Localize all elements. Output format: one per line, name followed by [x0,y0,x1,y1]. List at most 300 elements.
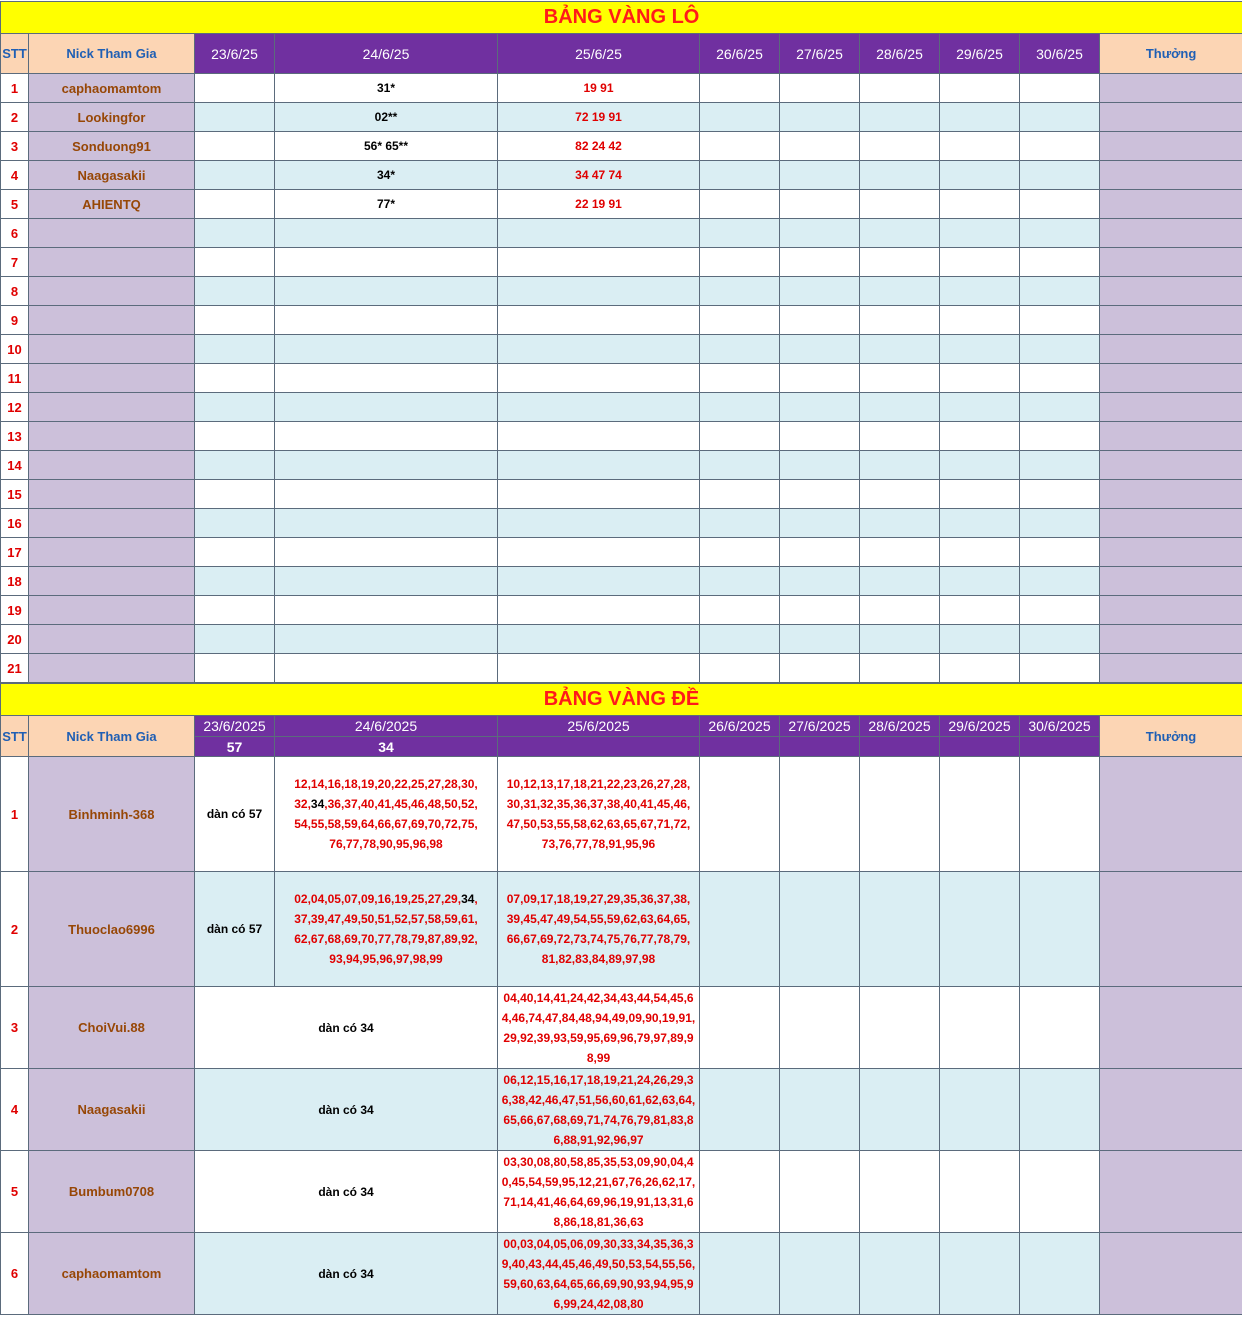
cell-26-6 [700,480,780,509]
cell-25-6: 00,03,04,05,06,09,30,33,34,35,36,39,40,43,44,45,46,49,50,53,54,55,56,59,60,63,64,65,66,69,90,93,94,95,96,99,24,42,08,80 [498,1233,700,1315]
cell-24-6 [275,393,498,422]
cell-27-6 [780,103,860,132]
cell-30-6 [1020,335,1100,364]
cell-28-6 [860,1069,940,1151]
cell-29-6 [940,1069,1020,1151]
cell-30-6 [1020,1233,1100,1315]
row-stt: 8 [1,277,29,306]
cell-28-6 [860,74,940,103]
row-stt: 4 [1,161,29,190]
cell-30-6 [1020,567,1100,596]
cell-27-6 [780,757,860,872]
cell-25-6 [498,567,700,596]
cell-24-6 [275,364,498,393]
table-row [1,248,1242,277]
lo-header-date: 27/6/25 [780,34,860,74]
cell-26-6 [700,132,780,161]
cell-28-6 [860,625,940,654]
cell-26-6 [700,567,780,596]
row-stt: 7 [1,248,29,277]
cell-26-6 [700,987,780,1069]
cell-28-6 [860,393,940,422]
cell-30-6 [1020,74,1100,103]
de-header-date: 23/6/2025 [195,716,275,737]
cell-27-6 [780,132,860,161]
row-stt: 1 [1,757,29,872]
cell-28-6 [860,103,940,132]
cell-28-6 [860,248,940,277]
cell-24-6: 77* [275,190,498,219]
row-stt: 3 [1,132,29,161]
cell-23-6 [195,567,275,596]
cell-30-6 [1020,161,1100,190]
cell-25-6: 03,30,08,80,58,85,35,53,09,90,04,40,45,54,59,95,12,21,67,76,26,62,17,71,14,41,46,64,69,96,19,91,13,31,68,86,18,81,36,63 [498,1151,700,1233]
row-thuong [1100,335,1242,364]
row-stt: 1 [1,74,29,103]
row-stt: 6 [1,219,29,248]
cell-29-6 [940,103,1020,132]
row-thuong [1100,654,1242,683]
row-nick [29,393,195,422]
row-nick: caphaomamtom [29,1233,195,1315]
table-row [1,277,1242,306]
row-thuong [1100,277,1242,306]
lo-header-date: 29/6/25 [940,34,1020,74]
cell-26-6 [700,74,780,103]
row-thuong [1100,364,1242,393]
de-header-stt: STT [1,716,29,757]
table-row [1,654,1242,683]
de-rows [1,757,1242,1315]
row-stt: 5 [1,190,29,219]
cell-27-6 [780,987,860,1069]
lo-table [0,1,1242,683]
cell-24-6 [275,422,498,451]
table-row [1,1069,1242,1151]
cell-28-6 [860,451,940,480]
cell-25-6: 34 47 74 [498,161,700,190]
table-row [1,538,1242,567]
cell-29-6 [940,161,1020,190]
row-thuong [1100,757,1242,872]
lo-header-date: 24/6/25 [275,34,498,74]
cell-26-6 [700,596,780,625]
row-thuong [1100,190,1242,219]
table-row [1,596,1242,625]
row-thuong [1100,219,1242,248]
table-row [1,480,1242,509]
cell-30-6 [1020,364,1100,393]
row-nick [29,277,195,306]
cell-30-6 [1020,654,1100,683]
table-row [1,509,1242,538]
cell-26-6 [700,538,780,567]
cell-30-6 [1020,451,1100,480]
row-thuong [1100,306,1242,335]
row-stt: 12 [1,393,29,422]
row-thuong [1100,538,1242,567]
row-stt: 3 [1,987,29,1069]
cell-23-6 [195,538,275,567]
row-nick: Naagasakii [29,1069,195,1151]
cell-23-6: dàn có 57 [195,872,275,987]
cell-28-6 [860,538,940,567]
cell-27-6 [780,393,860,422]
cell-27-6 [780,567,860,596]
row-thuong [1100,451,1242,480]
de-header-date: 26/6/2025 [700,716,780,737]
cell-27-6 [780,654,860,683]
de-result-28 [860,737,940,757]
row-thuong [1100,625,1242,654]
cell-25-6: 10,12,13,17,18,21,22,23,26,27,28,30,31,32,35,36,37,38,40,41,45,46,47,50,53,55,58,62,63,65,67,71,72,73,76,77,78,91,95,96 [498,757,700,872]
lo-title: BẢNG VÀNG LÔ [1,2,1242,34]
row-nick [29,306,195,335]
cell-24-6 [275,306,498,335]
row-nick [29,335,195,364]
cell-24-6: 34* [275,161,498,190]
number-list: 02,04,05,07,09,16,19,25,27,29, [294,892,462,906]
cell-27-6 [780,190,860,219]
cell-23-24-6: dàn có 34 [195,987,498,1069]
row-nick: Lookingfor [29,103,195,132]
row-thuong [1100,567,1242,596]
de-result-23: 57 [195,737,275,757]
cell-25-6 [498,480,700,509]
cell-27-6 [780,364,860,393]
cell-28-6 [860,987,940,1069]
cell-25-6 [498,248,700,277]
cell-28-6 [860,509,940,538]
row-stt: 2 [1,872,29,987]
cell-25-6 [498,538,700,567]
cell-29-6 [940,1151,1020,1233]
row-nick: Thuoclao6996 [29,872,195,987]
de-header-date: 25/6/2025 [498,716,700,737]
cell-26-6 [700,219,780,248]
cell-26-6 [700,654,780,683]
cell-30-6 [1020,987,1100,1069]
cell-30-6 [1020,1151,1100,1233]
cell-30-6 [1020,103,1100,132]
lo-header-date: 25/6/25 [498,34,700,74]
cell-29-6 [940,335,1020,364]
cell-29-6 [940,987,1020,1069]
cell-26-6 [700,757,780,872]
cell-26-6 [700,872,780,987]
cell-24-6: 02** [275,103,498,132]
table-row [1,872,1242,987]
cell-30-6 [1020,190,1100,219]
table-row [1,219,1242,248]
cell-24-6 [275,538,498,567]
cell-29-6 [940,480,1020,509]
table-row [1,161,1242,190]
row-stt: 21 [1,654,29,683]
cell-24-6 [275,480,498,509]
cell-23-6 [195,509,275,538]
row-nick [29,451,195,480]
lo-header-stt: STT [1,34,29,74]
cell-24-6 [275,872,498,987]
table-row [1,74,1242,103]
cell-25-6 [498,393,700,422]
cell-26-6 [700,509,780,538]
cell-28-6 [860,277,940,306]
cell-28-6 [860,757,940,872]
de-header-thuong: Thưởng [1100,716,1242,757]
table-row [1,757,1242,872]
cell-25-6: 06,12,15,16,17,18,19,21,24,26,29,36,38,42,46,47,51,56,60,61,62,63,64,65,66,67,68,69,71,74,76,79,81,83,86,88,91,92,96,97 [498,1069,700,1151]
row-stt: 18 [1,567,29,596]
cell-26-6 [700,451,780,480]
lo-header-date: 30/6/25 [1020,34,1100,74]
row-nick [29,538,195,567]
cell-23-6 [195,480,275,509]
row-thuong [1100,509,1242,538]
cell-28-6 [860,306,940,335]
cell-26-6 [700,248,780,277]
cell-23-6 [195,74,275,103]
cell-29-6 [940,625,1020,654]
cell-27-6 [780,596,860,625]
number-list: ,36,37,40,41,45,46,48,50,52,54,55,58,59,64,66,67,69,70,72,75,76,77,78,90,95,96,98 [294,797,478,851]
cell-27-6 [780,625,860,654]
cell-25-6 [498,654,700,683]
row-stt: 10 [1,335,29,364]
cell-29-6 [940,248,1020,277]
de-result-24: 34 [275,737,498,757]
table-row [1,987,1242,1069]
cell-29-6 [940,190,1020,219]
cell-28-6 [860,480,940,509]
cell-24-6 [275,625,498,654]
row-nick [29,567,195,596]
de-header-date: 28/6/2025 [860,716,940,737]
row-nick: Naagasakii [29,161,195,190]
cell-23-6 [195,596,275,625]
cell-25-6 [498,625,700,654]
row-stt: 20 [1,625,29,654]
lo-header-nick: Nick Tham Gia [29,34,195,74]
row-nick [29,509,195,538]
cell-23-6 [195,190,275,219]
number-list: 12,14,16,18,19,20,22,25,27,28,30,32, [294,777,478,811]
cell-25-6: 04,40,14,41,24,42,34,43,44,54,45,64,46,74,47,84,48,94,49,09,90,19,91,29,92,39,93,59,95,69,96,79,97,89,98,99 [498,987,700,1069]
row-nick: Bumbum0708 [29,1151,195,1233]
row-nick [29,596,195,625]
cell-27-6 [780,1069,860,1151]
cell-24-6 [275,451,498,480]
cell-23-6 [195,335,275,364]
row-thuong [1100,1151,1242,1233]
cell-29-6 [940,364,1020,393]
cell-25-6 [498,364,700,393]
cell-24-6 [275,509,498,538]
cell-25-6 [498,219,700,248]
cell-29-6 [940,219,1020,248]
de-title: BẢNG VÀNG ĐỀ [1,684,1242,716]
cell-29-6 [940,74,1020,103]
cell-26-6 [700,1233,780,1315]
row-stt: 13 [1,422,29,451]
cell-29-6 [940,306,1020,335]
cell-25-6: 19 91 [498,74,700,103]
row-nick [29,654,195,683]
table-row [1,567,1242,596]
cell-24-6 [275,277,498,306]
cell-26-6 [700,277,780,306]
cell-24-6: 31* [275,74,498,103]
cell-27-6 [780,509,860,538]
cell-23-6 [195,625,275,654]
de-header-date: 29/6/2025 [940,716,1020,737]
cell-29-6 [940,757,1020,872]
row-thuong [1100,480,1242,509]
hit-number: 34 [461,892,475,906]
cell-24-6 [275,567,498,596]
lo-rows [1,74,1242,683]
table-row [1,393,1242,422]
cell-27-6 [780,306,860,335]
cell-28-6 [860,364,940,393]
cell-24-6: 56* 65** [275,132,498,161]
cell-23-6 [195,277,275,306]
cell-26-6 [700,103,780,132]
cell-23-6 [195,132,275,161]
cell-28-6 [860,1233,940,1315]
cell-29-6 [940,422,1020,451]
cell-30-6 [1020,625,1100,654]
row-stt: 19 [1,596,29,625]
cell-28-6 [860,161,940,190]
de-result-30 [1020,737,1100,757]
cell-25-6 [498,422,700,451]
de-result-27 [780,737,860,757]
lo-header-date: 23/6/25 [195,34,275,74]
cell-28-6 [860,219,940,248]
cell-30-6 [1020,248,1100,277]
row-thuong [1100,74,1242,103]
row-thuong [1100,422,1242,451]
cell-26-6 [700,422,780,451]
cell-30-6 [1020,596,1100,625]
row-nick: ChoiVui.88 [29,987,195,1069]
cell-23-24-6: dàn có 34 [195,1233,498,1315]
row-thuong [1100,987,1242,1069]
row-stt: 5 [1,1151,29,1233]
cell-23-24-6: dàn có 34 [195,1069,498,1151]
cell-29-6 [940,509,1020,538]
cell-30-6 [1020,306,1100,335]
row-nick [29,480,195,509]
row-nick: Binhminh-368 [29,757,195,872]
cell-30-6 [1020,480,1100,509]
cell-29-6 [940,393,1020,422]
cell-28-6 [860,190,940,219]
de-header-date: 30/6/2025 [1020,716,1100,737]
table-row [1,335,1242,364]
cell-23-6 [195,393,275,422]
cell-25-6: 07,09,17,18,19,27,29,35,36,37,38,39,45,47,49,54,55,59,62,63,64,65,66,67,69,72,73,74,75,76,77,78,79,81,82,83,84,89,97,98 [498,872,700,987]
cell-29-6 [940,596,1020,625]
de-header-nick: Nick Tham Gia [29,716,195,757]
cell-27-6 [780,538,860,567]
row-stt: 4 [1,1069,29,1151]
lo-header-date: 28/6/25 [860,34,940,74]
cell-30-6 [1020,509,1100,538]
row-stt: 9 [1,306,29,335]
cell-23-6 [195,364,275,393]
cell-30-6 [1020,132,1100,161]
table-row [1,132,1242,161]
cell-28-6 [860,1151,940,1233]
cell-27-6 [780,277,860,306]
row-thuong [1100,103,1242,132]
number-list: ,37,39,47,49,50,51,52,57,58,59,61,62,67,68,69,70,77,78,79,87,89,92,93,94,95,96,97,98,99 [294,892,478,966]
cell-23-6 [195,219,275,248]
row-nick: AHIENTQ [29,190,195,219]
cell-27-6 [780,219,860,248]
cell-25-6 [498,451,700,480]
row-thuong [1100,1233,1242,1315]
de-header-date: 24/6/2025 [275,716,498,737]
row-stt: 15 [1,480,29,509]
row-thuong [1100,393,1242,422]
cell-25-6 [498,596,700,625]
cell-25-6 [498,509,700,538]
row-nick: Sonduong91 [29,132,195,161]
cell-27-6 [780,451,860,480]
cell-30-6 [1020,277,1100,306]
cell-29-6 [940,1233,1020,1315]
hit-number: 34 [310,797,325,811]
cell-23-6 [195,422,275,451]
cell-26-6 [700,1151,780,1233]
cell-23-6 [195,103,275,132]
table-row [1,1151,1242,1233]
table-row [1,1233,1242,1315]
cell-23-6 [195,248,275,277]
cell-27-6 [780,74,860,103]
row-stt: 2 [1,103,29,132]
cell-27-6 [780,248,860,277]
cell-28-6 [860,654,940,683]
cell-28-6 [860,872,940,987]
cell-28-6 [860,335,940,364]
cell-29-6 [940,567,1020,596]
cell-24-6 [275,248,498,277]
row-thuong [1100,132,1242,161]
cell-28-6 [860,132,940,161]
row-nick [29,219,195,248]
cell-26-6 [700,1069,780,1151]
cell-27-6 [780,422,860,451]
row-nick: caphaomamtom [29,74,195,103]
cell-27-6 [780,480,860,509]
cell-29-6 [940,132,1020,161]
cell-29-6 [940,538,1020,567]
cell-26-6 [700,190,780,219]
lo-header-thuong: Thưởng [1100,34,1242,74]
cell-27-6 [780,1151,860,1233]
row-nick [29,625,195,654]
de-result-26 [700,737,780,757]
cell-24-6 [275,654,498,683]
cell-26-6 [700,393,780,422]
cell-26-6 [700,625,780,654]
row-thuong [1100,596,1242,625]
